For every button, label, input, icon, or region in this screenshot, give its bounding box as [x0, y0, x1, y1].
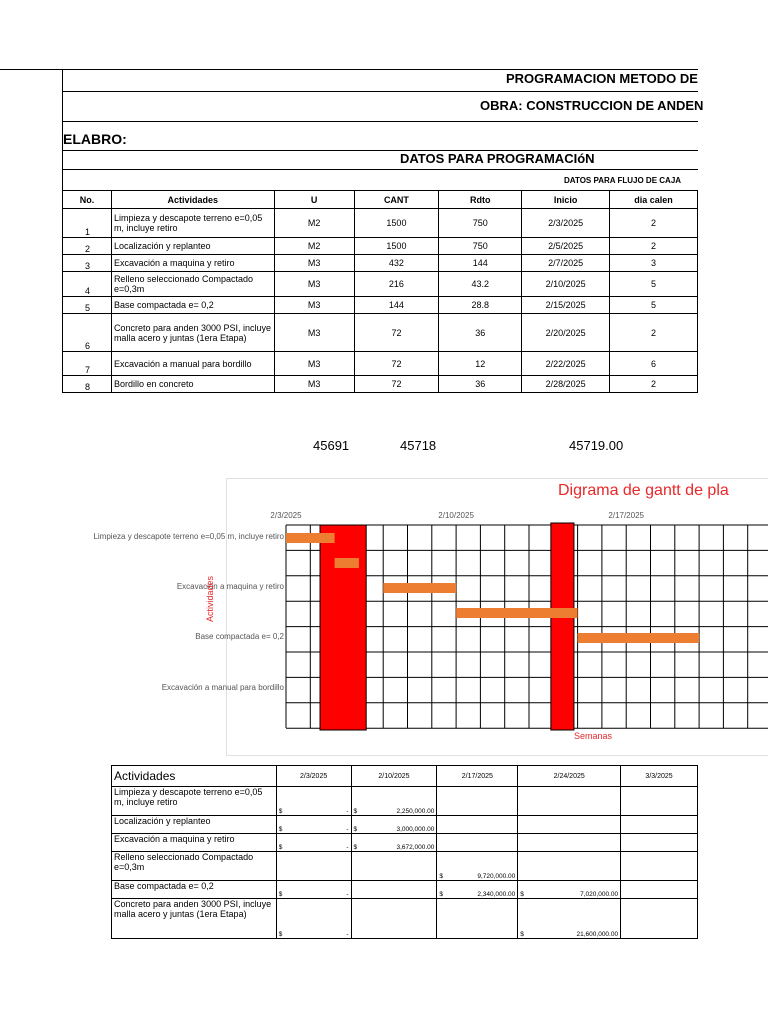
cell-act: Excavación a maquina y retiro — [111, 255, 274, 272]
cell-dias: 3 — [610, 255, 698, 272]
cell-no: 1 — [63, 209, 112, 238]
cell-rdto: 750 — [439, 238, 522, 255]
flujo-date: 2/17/2025 — [437, 766, 518, 787]
cell-rdto: 36 — [439, 314, 522, 352]
cell-dias: 2 — [610, 209, 698, 238]
cell-act: Limpieza y descapote terreno e=0,05 m, incluye retiro — [111, 209, 274, 238]
flujo-activity: Base compactada e= 0,2 — [112, 881, 277, 899]
cell-u: M3 — [274, 314, 354, 352]
flujo-date: 2/10/2025 — [351, 766, 437, 787]
flujo-activity: Concreto para anden 3000 PSI, incluye malla acero y juntas (1era Etapa) — [112, 899, 277, 939]
obra-title: OBRA: CONSTRUCCION DE ANDEN — [480, 98, 704, 113]
cell-act: Bordillo en concreto — [111, 376, 274, 393]
flujo-amount — [437, 816, 518, 834]
flujo-activity: Relleno seleccionado Compactado e=0,3m — [112, 852, 277, 881]
cell-rdto: 36 — [439, 376, 522, 393]
serial-a: 45691 — [313, 438, 350, 453]
cell-u: M2 — [274, 209, 354, 238]
cell-dias: 2 — [610, 376, 698, 393]
cell-inicio: 2/22/2025 — [522, 352, 610, 376]
cell-rdto: 750 — [439, 209, 522, 238]
flujo-amount: $ 21,600,000.00 — [518, 899, 621, 939]
elaboro-label: ELABRO: — [63, 131, 127, 147]
highlight-bar — [320, 525, 366, 730]
flujo-label: DATOS PARA FLUJO DE CAJA — [564, 176, 682, 185]
activity-bar — [383, 583, 456, 593]
cell-inicio: 2/20/2025 — [522, 314, 610, 352]
cell-inicio: 2/28/2025 — [522, 376, 610, 393]
flujo-amount: $ 2,250,000.00 — [351, 787, 437, 816]
flujo-amount — [621, 881, 698, 899]
cell-dias: 2 — [610, 238, 698, 255]
flujo-amount: $ - — [276, 787, 351, 816]
flujo-amount: $ 3,672,000.00 — [351, 834, 437, 852]
cell-cant: 1500 — [354, 238, 439, 255]
cell-dias: 6 — [610, 352, 698, 376]
flujo-date: 3/3/2025 — [621, 766, 698, 787]
cell-cant: 72 — [354, 376, 439, 393]
y-axis-label: Excavación a maquina y retiro — [176, 582, 284, 591]
flujo-amount: $ 7,020,000.00 — [518, 881, 621, 899]
flujo-amount — [518, 852, 621, 881]
main-title: PROGRAMACION METODO DE — [506, 71, 698, 86]
flujo-activity: Localización y replanteo — [112, 816, 277, 834]
cell-no: 6 — [63, 314, 112, 352]
flujo-amount: $ 3,000,000.00 — [351, 816, 437, 834]
flujo-row — [112, 834, 698, 852]
cell-no: 3 — [63, 255, 112, 272]
x-axis-title: Semanas — [574, 731, 613, 741]
flujo-activity: Excavación a maquina y retiro — [112, 834, 277, 852]
cell-cant: 432 — [354, 255, 439, 272]
y-axis-label: Limpieza y descapote terreno e=0,05 m, incluye retiro — [93, 532, 284, 541]
flujo-row — [112, 852, 698, 881]
flujo-amount: $ 9,720,000.00 — [437, 852, 518, 881]
cell-u: M3 — [274, 376, 354, 393]
flujo-amount — [621, 852, 698, 881]
cell-no: 5 — [63, 297, 112, 314]
highlight-bar — [551, 523, 574, 730]
col-header: Rdto — [439, 191, 522, 209]
flujo-amount — [351, 881, 437, 899]
chart-title: Digrama de gantt de pla — [558, 482, 729, 499]
activity-bar — [286, 533, 335, 543]
flujo-amount — [437, 899, 518, 939]
cell-act: Concreto para anden 3000 PSI, incluye malla acero y juntas (1era Etapa) — [111, 314, 274, 352]
flujo-activity: Limpieza y descapote terreno e=0,05 m, incluye retiro — [112, 787, 277, 816]
cell-inicio: 2/10/2025 — [522, 272, 610, 297]
cell-no: 4 — [63, 272, 112, 297]
cell-u: M2 — [274, 238, 354, 255]
flujo-header-row — [112, 766, 698, 787]
col-header: CANT — [354, 191, 439, 209]
flujo-amount — [621, 899, 698, 939]
flujo-amount — [351, 852, 437, 881]
flujo-amount — [621, 787, 698, 816]
flujo-date: 2/24/2025 — [518, 766, 621, 787]
serial-b: 45718 — [400, 438, 437, 453]
flujo-date: 2/3/2025 — [276, 766, 351, 787]
y-axis-label: Base compactada e= 0,2 — [195, 632, 284, 641]
cell-no: 7 — [63, 352, 112, 376]
flujo-amount: $ - — [276, 881, 351, 899]
flujo-amount — [621, 834, 698, 852]
flujo-amount — [276, 852, 351, 881]
flujo-amount — [437, 787, 518, 816]
cell-dias: 2 — [610, 314, 698, 352]
section-title: DATOS PARA PROGRAMACIóN — [400, 151, 595, 166]
flujo-title: Actividades — [112, 766, 277, 787]
cell-inicio: 2/5/2025 — [522, 238, 610, 255]
y-axis-label: Excavación a manual para bordillo — [161, 683, 284, 692]
col-header: No. — [63, 191, 112, 209]
flujo-amount — [518, 834, 621, 852]
cell-act: Localización y replanteo — [111, 238, 274, 255]
flujo-amount — [437, 834, 518, 852]
x-tick-label: 2/17/2025 — [608, 511, 644, 520]
flujo-row — [112, 899, 698, 939]
flujo-row — [112, 816, 698, 834]
cell-inicio: 2/3/2025 — [522, 209, 610, 238]
cell-u: M3 — [274, 255, 354, 272]
cell-dias: 5 — [610, 272, 698, 297]
cell-cant: 72 — [354, 352, 439, 376]
cell-rdto: 28.8 — [439, 297, 522, 314]
cell-u: M3 — [274, 352, 354, 376]
flujo-row — [112, 787, 698, 816]
cell-cant: 144 — [354, 297, 439, 314]
cell-act: Excavación a manual para bordillo — [111, 352, 274, 376]
flujo-amount: $ - — [276, 816, 351, 834]
flujo-amount — [351, 899, 437, 939]
cell-cant: 216 — [354, 272, 439, 297]
flujo-amount — [621, 816, 698, 834]
cell-u: M3 — [274, 272, 354, 297]
cell-dias: 5 — [610, 297, 698, 314]
flujo-amount: $ 2,340,000.00 — [437, 881, 518, 899]
cell-inicio: 2/15/2025 — [522, 297, 610, 314]
cell-u: M3 — [274, 297, 354, 314]
cell-cant: 1500 — [354, 209, 439, 238]
activity-bar — [578, 633, 700, 643]
col-header: Actividades — [111, 191, 274, 209]
cell-no: 2 — [63, 238, 112, 255]
activity-bar — [456, 608, 577, 618]
serial-c: 45719.00 — [569, 438, 624, 453]
flujo-amount: $ - — [276, 899, 351, 939]
cell-cant: 72 — [354, 314, 439, 352]
col-header: dia calen — [610, 191, 698, 209]
flujo-amount — [518, 787, 621, 816]
cell-rdto: 43.2 — [439, 272, 522, 297]
cell-inicio: 2/7/2025 — [522, 255, 610, 272]
flujo-row — [112, 881, 698, 899]
x-tick-label: 2/3/2025 — [270, 511, 302, 520]
col-header: U — [274, 191, 354, 209]
cell-rdto: 12 — [439, 352, 522, 376]
activity-bar — [335, 558, 359, 568]
flujo-amount — [518, 816, 621, 834]
flujo-amount: $ - — [276, 834, 351, 852]
cell-rdto: 144 — [439, 255, 522, 272]
col-header: Inicio — [522, 191, 610, 209]
cell-no: 8 — [63, 376, 112, 393]
x-tick-label: 2/10/2025 — [438, 511, 474, 520]
y-axis-title: Actividades — [205, 575, 215, 622]
cell-act: Relleno seleccionado Compactado e=0,3m — [111, 272, 274, 297]
flujo-caja-table — [111, 765, 698, 939]
cell-act: Base compactada e= 0,2 — [111, 297, 274, 314]
